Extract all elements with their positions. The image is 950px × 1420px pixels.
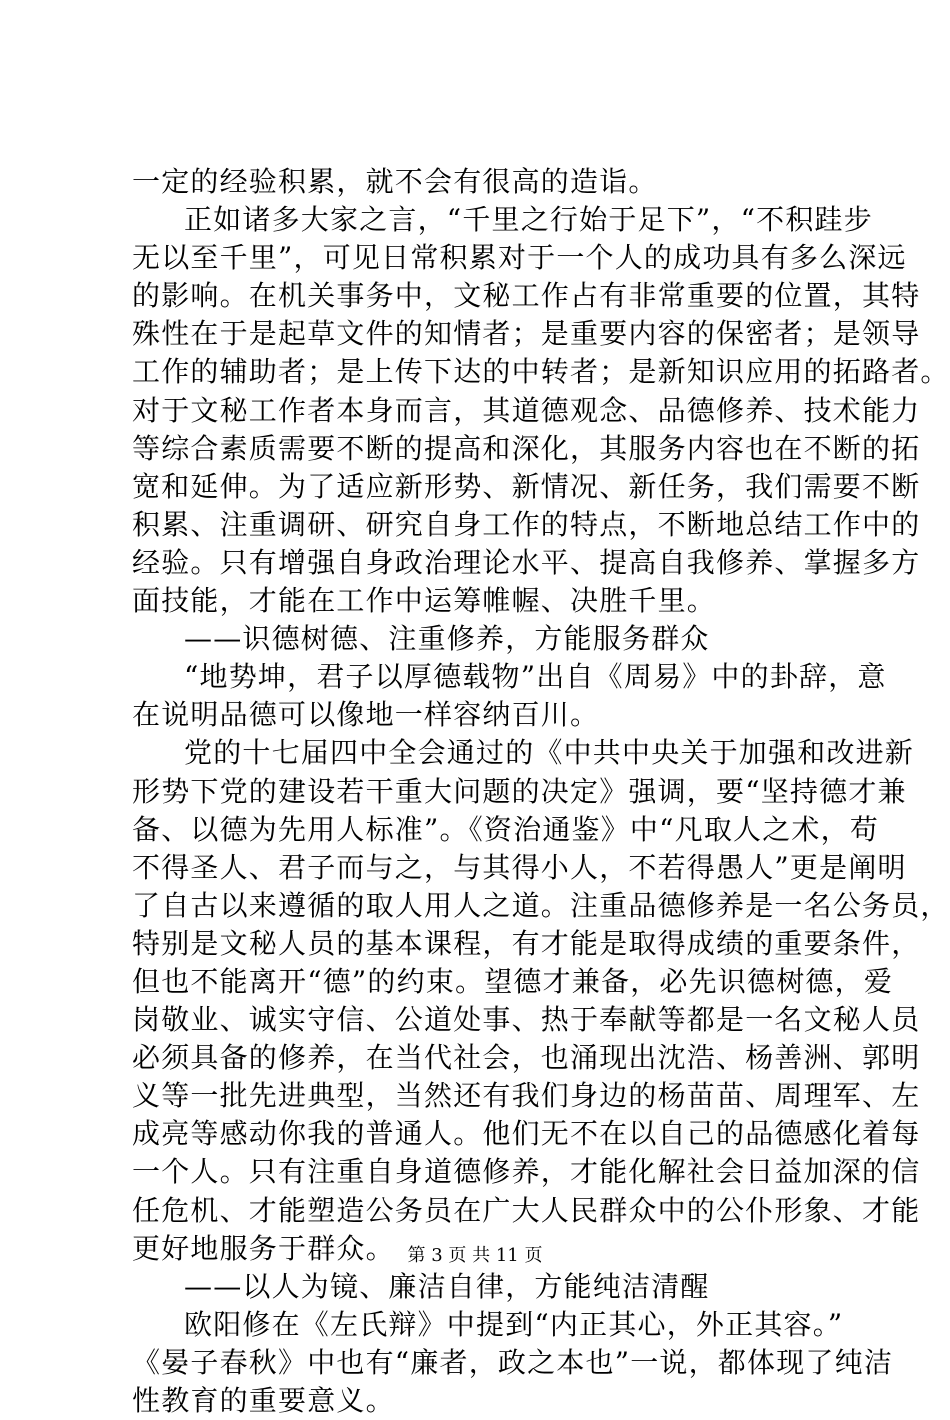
text-line: 宽和延伸。为了适应新形势、新情况、新任务，我们需要不断 bbox=[132, 469, 921, 503]
text-line: 特别是文秘人员的基本课程，有才能是取得成绩的重要条件， bbox=[132, 926, 921, 960]
text-line: 《晏子春秋》中也有“廉者，政之本也”一说，都体现了纯洁 bbox=[132, 1345, 894, 1379]
text-line: 义等一批先进典型，当然还有我们身边的杨苗苗、周理军、左 bbox=[132, 1079, 921, 1113]
paragraph-start-line: 正如诸多大家之言，“千里之行始于足下”，“不积跬步 bbox=[184, 203, 873, 237]
text-line: 面技能，才能在工作中运筹帷幄、决胜千里。 bbox=[132, 584, 717, 618]
text-line: 但也不能离开“德”的约束。望德才兼备，必先识德树德，爱 bbox=[132, 964, 894, 998]
text-line: 对于文秘工作者本身而言，其道德观念、品德修养、技术能力 bbox=[132, 393, 921, 427]
text-line: 在说明品德可以像地一样容纳百川。 bbox=[132, 698, 600, 732]
document-body bbox=[132, 163, 950, 1420]
text-line: 形势下党的建设若干重大问题的决定》强调，要“坚持德才兼 bbox=[132, 774, 907, 808]
text-line: 殊性在于是起草文件的知情者；是重要内容的保密者；是领导 bbox=[132, 317, 921, 351]
paragraph-start-line: 欧阳修在《左氏辩》中提到“内正其心，外正其容。” bbox=[184, 1307, 844, 1341]
section-heading: ——识德树德、注重修养，方能服务群众 bbox=[184, 622, 710, 656]
text-line: 一个人。只有注重自身道德修养，才能化解社会日益加深的信 bbox=[132, 1155, 921, 1189]
text-line: 任危机、才能塑造公务员在广大人民群众中的公仆形象、才能 bbox=[132, 1193, 921, 1227]
text-line: 的影响。在机关事务中，文秘工作占有非常重要的位置，其特 bbox=[132, 279, 921, 313]
paragraph-start-line: “地势坤，君子以厚德载物”出自《周易》中的卦辞，意 bbox=[184, 660, 887, 694]
text-line: 一定的经验积累，就不会有很高的造诣。 bbox=[132, 165, 658, 198]
section-heading: ——以人为镜、廉洁自律，方能纯洁清醒 bbox=[184, 1269, 710, 1303]
text-line: 性教育的重要意义。 bbox=[132, 1384, 395, 1417]
text-line: 经验。只有增强自身政治理论水平、提高自我修养、掌握多方 bbox=[132, 545, 921, 579]
text-line: 积累、注重调研、研究自身工作的特点，不断地总结工作中的 bbox=[132, 507, 921, 541]
text-line: 岗敬业、诚实守信、公道处事、热于奉献等都是一名文秘人员 bbox=[132, 1003, 921, 1037]
text-line: 无以至千里”，可见日常积累对于一个人的成功具有多么深远 bbox=[132, 241, 907, 275]
text-line: 更好地服务于群众。 bbox=[132, 1231, 395, 1265]
text-line: 等综合素质需要不断的提高和深化，其服务内容也在不断的拓 bbox=[132, 431, 921, 465]
text-line: 必须具备的修养，在当代社会，也涌现出沈浩、杨善洲、郭明 bbox=[132, 1041, 921, 1075]
text-line: 了自古以来遵循的取人用人之道。注重品德修养是一名公务员， bbox=[132, 888, 950, 922]
text-line: 备、以德为先用人标准”。《资治通鉴》中“凡取人之术，苟 bbox=[132, 812, 880, 846]
text-line: 成亮等感动你我的普通人。他们无不在以自己的品德感化着每 bbox=[132, 1117, 921, 1151]
page-number-footer: 第 3 页 共 11 页 bbox=[407, 1245, 543, 1266]
text-line: 工作的辅助者；是上传下达的中转者；是新知识应用的拓路者。 bbox=[132, 355, 950, 389]
text-line: 不得圣人、君子而与之，与其得小人，不若得愚人”更是阐明 bbox=[132, 850, 907, 884]
paragraph-start-line: 党的十七届四中全会通过的《中共中央关于加强和改进新 bbox=[184, 736, 915, 770]
